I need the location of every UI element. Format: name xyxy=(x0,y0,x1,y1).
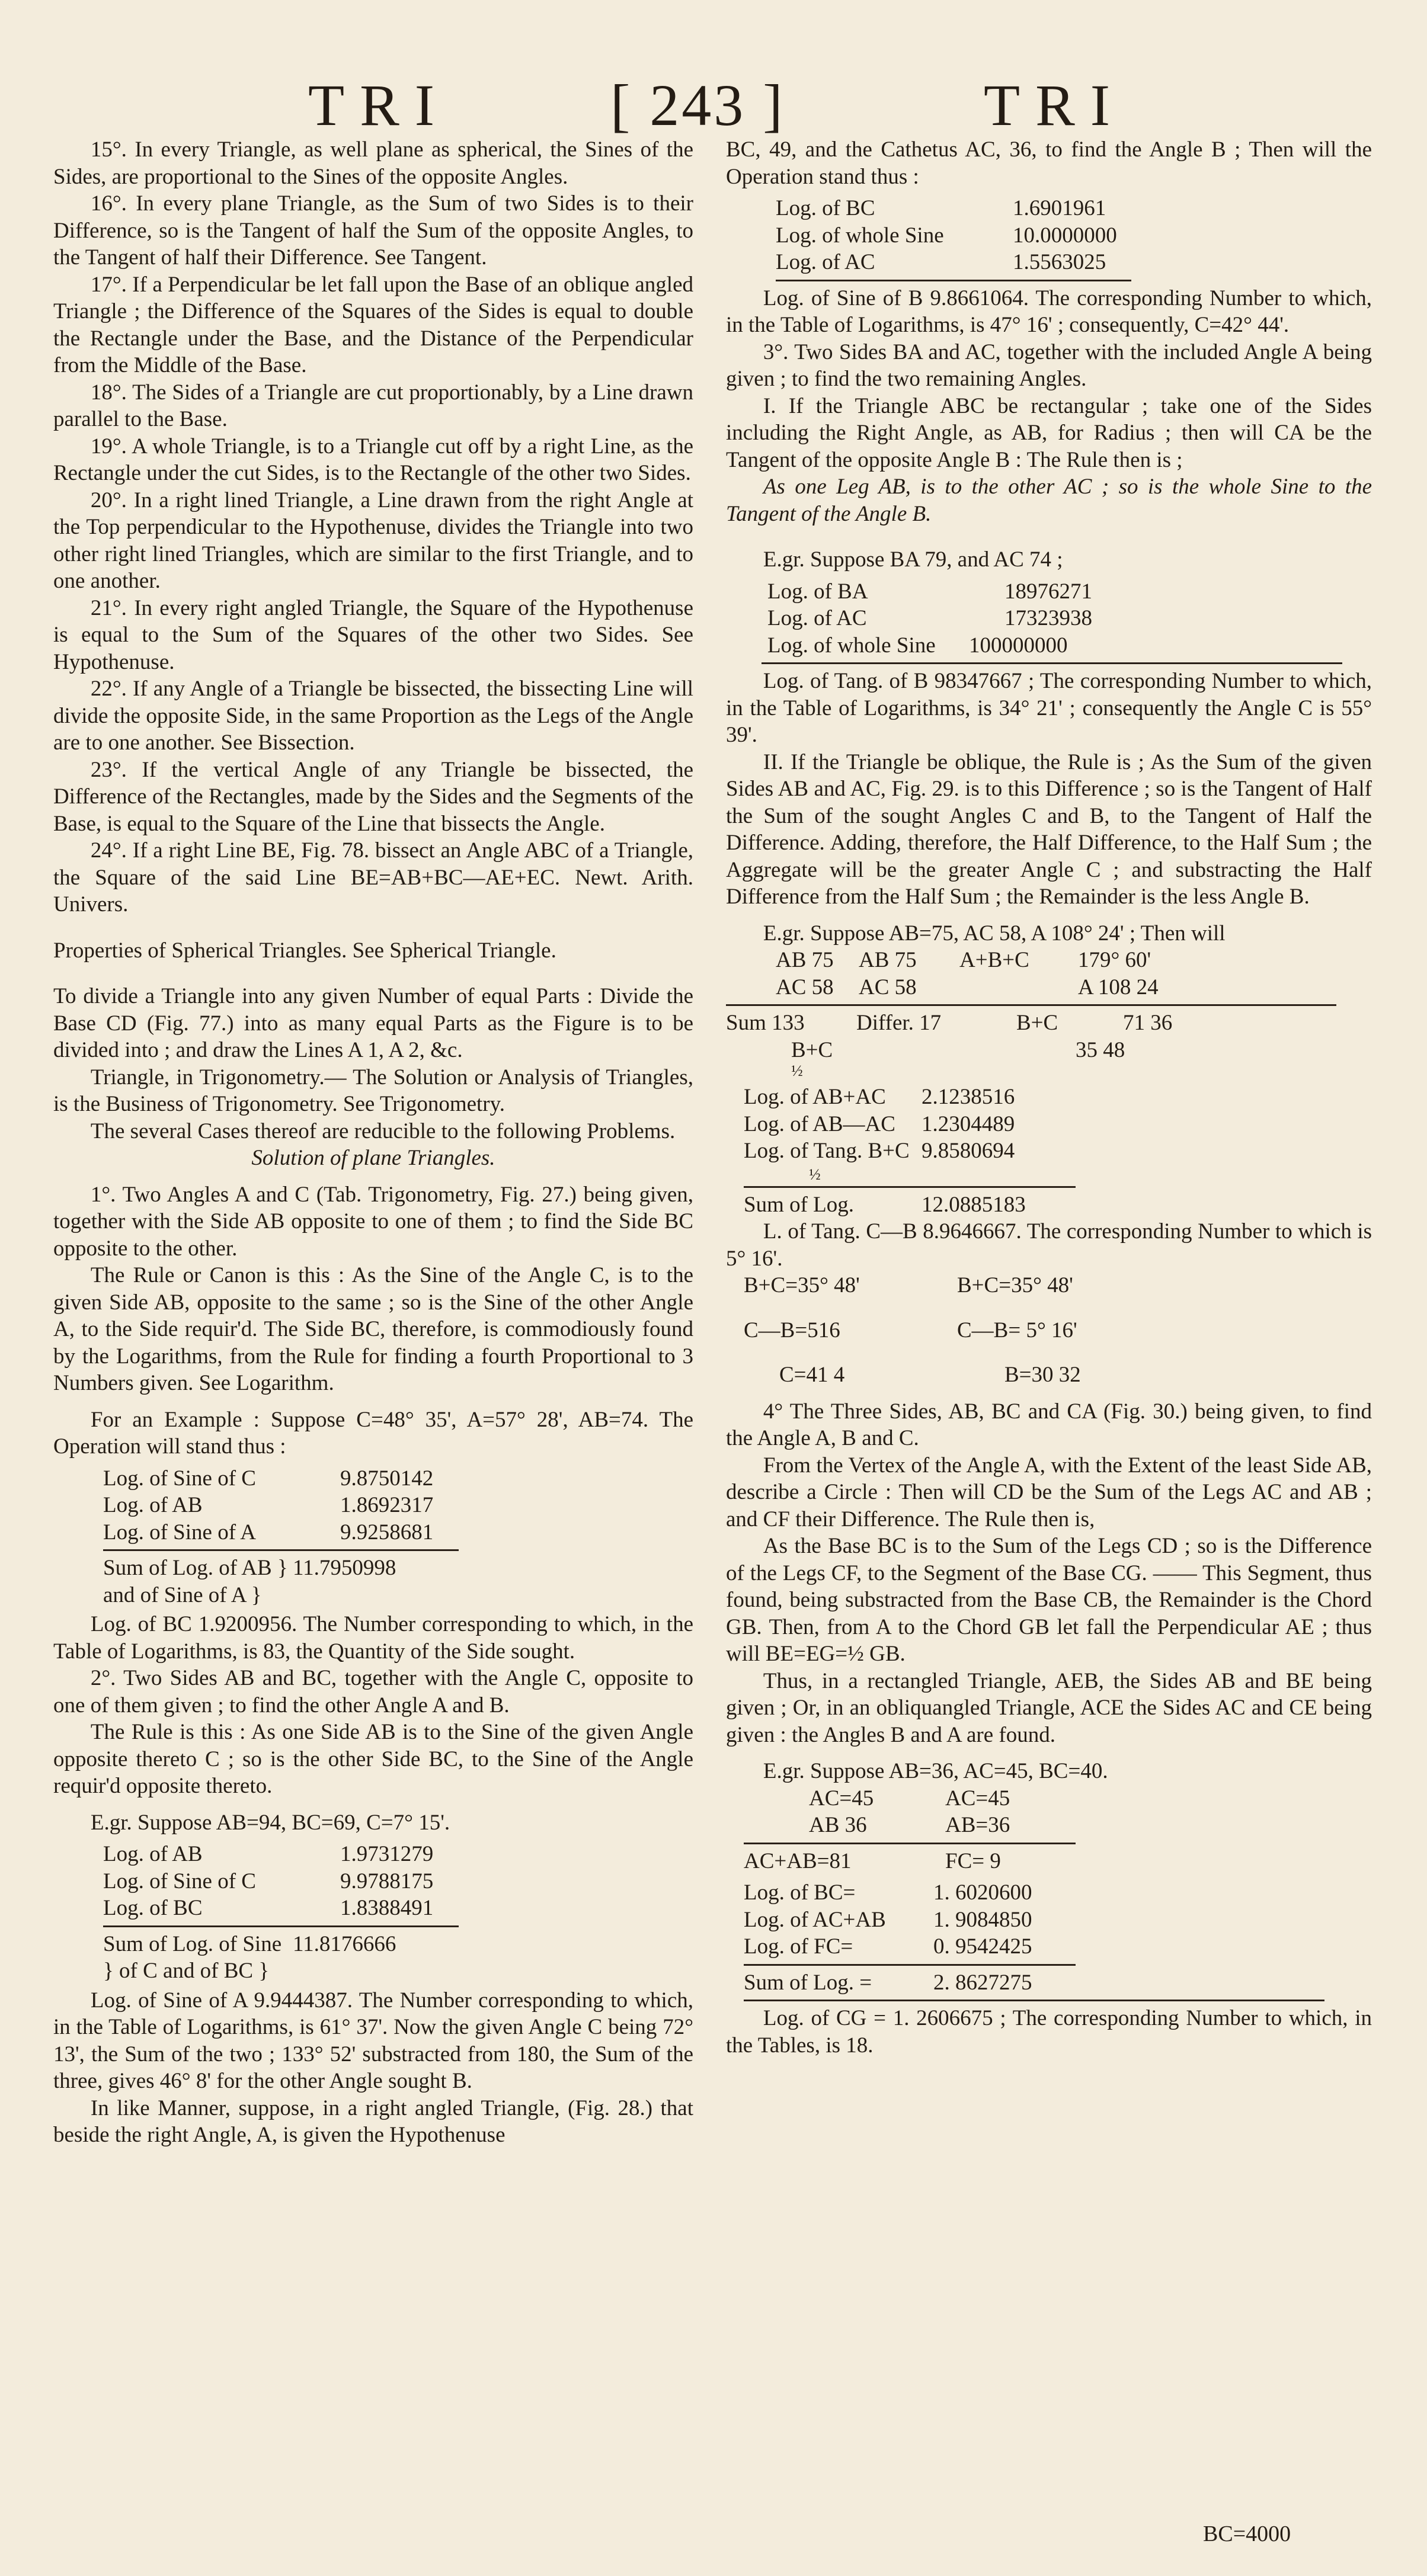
section-heading: Solution of plane Triangles. xyxy=(251,1146,495,1170)
rule xyxy=(726,1004,1336,1006)
result-row: C=41 4 B=30 32 xyxy=(779,1363,1081,1387)
case-3-proportion: As one Leg AB, is to the other AC ; so is the whole Sine to the Tangent of the Angle B. xyxy=(726,475,1372,526)
rule xyxy=(103,1925,459,1927)
prop-20: 20°. In a right lined Triangle, a Line drawn from the right Angle at the Top perpendicular to the Hypothenuse, divides the Triangle into two other right lined Triangles, which are similar to the first Triangle, and to one another. xyxy=(53,488,693,593)
rule xyxy=(744,1964,1076,1966)
sum-row-1: Sum of Log. of AB } and of Sine of A } 11.7950998 xyxy=(103,1556,396,1607)
sum-difference-row: Sum 133 Differ. 17 B+C 71 36 xyxy=(726,1011,1173,1035)
rule xyxy=(776,280,1131,281)
rule xyxy=(762,662,1342,664)
example-1: For an Example : Suppose C=48° 35', A=57° 28', AB=74. The Operation will stand thus : xyxy=(53,1407,693,1459)
case-4: 4° The Three Sides, AB, BC and CA (Fig. 30.) being given, to find the Angle A, B and C. xyxy=(726,1399,1372,1450)
case-3-ii: II. If the Triangle be oblique, the Rule is ; As the Sum of the given Sides AB and AC, Fig. 29. is to this Difference ; so is the Tangent of Half the Sum of the sought Angles C and B, to the Tangent of Half the Difference. Adding, therefore, the Half Difference, to the Half Sum ; the Aggregate will be the greater Angle C ; and substracting the Half Difference from the Half Sum ; the Remainder is the less Angle B. xyxy=(726,749,1372,909)
left-column xyxy=(53,136,693,2149)
log-table-2: Log. of AB 1.9731279 Log. of Sine of C 9.9788175 Log. of BC 1.8388491 xyxy=(103,1842,434,1920)
case-2-rule: The Rule is this : As one Side AB is to the Sine of the given Angle opposite thereto C ; so is the other Side BC, to the Sine of the Angle requir'd opposite thereto. xyxy=(53,1720,693,1798)
continuation: BC, 49, and the Cathetus AC, 36, to find the Angle B ; Then will the Operation stand thus : xyxy=(726,137,1372,189)
log-table-4: Log. of BA 18976271 Log. of AC 17323938 Log. of whole Sine 100000000 xyxy=(767,579,1092,658)
example-3: E.gr. Suppose BA 79, and AC 74 ; xyxy=(763,547,1063,572)
case-4-c: Thus, in a rectangled Triangle, AEB, the Sides AB and BE being given ; Or, in an obliquangled Triangle, ACE the Sides AC and CE being given : the Angles B and A are found. xyxy=(726,1668,1372,1747)
prop-17: 17°. If a Perpendicular be let fall upon the Base of an oblique angled Triangle ; the Difference of the Squares of the Sides is equal to double the Rectangle under the Base, and the Distance of the Perpendicular from the Middle of the Base. xyxy=(53,272,693,377)
log-table-5: Log. of AB+AC 2.1238516 Log. of AB—AC 1.2304489 Log. of Tang. B+C 9.8580694 xyxy=(744,1085,1015,1163)
case-3: 3°. Two Sides BA and AC, together with the included Angle A being given ; to find the two remaining Angles. xyxy=(726,339,1372,391)
working-5: AC=45 AC=45 AB 36 AB=36 xyxy=(809,1786,1010,1837)
rule xyxy=(103,1549,459,1551)
tangent-b-result: Log. of Tang. of B 98347667 ; The corresponding Number to which, in the Table of Logarithms, is 34° 21' ; consequently the Angle C is 55° 39'. xyxy=(726,669,1372,747)
sum-row-2: Sum of Log. of Sine } of C and of BC } 11.8176666 xyxy=(103,1931,396,1983)
running-head-left: TRI xyxy=(308,72,450,138)
prop-24: 24°. If a right Line BE, Fig. 78. bissect an Angle ABC of a Triangle, the Square of the said Line BE=AB+BC—AE+EC. Newt. Arith. Univers. xyxy=(53,838,693,917)
log-table-1: Log. of Sine of C 9.8750142 Log. of AB 1.8692317 Log. of Sine of A 9.9258681 xyxy=(103,1466,434,1545)
tangent-c-b: L. of Tang. C—B 8.9646667. The corresponding Number to which is 5° 16'. xyxy=(726,1219,1372,1271)
prop-18: 18°. The Sides of a Triangle are cut proportionably, by a Line drawn parallel to the Base. xyxy=(53,380,693,431)
catchword: BC=4000 xyxy=(1203,2521,1291,2546)
sum-log-row-2: Sum of Log. = 2. 8627275 xyxy=(744,1970,1032,1995)
prop-23: 23°. If the vertical Angle of any Triangle be bissected, the Difference of the Rectangles, made by the Sides and the Segments of the Base, is equal to the Square of the Line that bissects the Angle. xyxy=(53,757,693,836)
prop-16: 16°. In every plane Triangle, as the Sum of two Sides is to their Difference, so is the Tangent of half the Sum of the opposite Angles, to the Tangent of half their Difference. See Tangent. xyxy=(53,191,693,270)
example-2: E.gr. Suppose AB=94, BC=69, C=7° 15'. xyxy=(90,1810,450,1835)
running-head-right: TRI xyxy=(984,72,1126,138)
log-table-6: Log. of BC= 1. 6020600 Log. of AC+AB 1. 9084850 Log. of FC= 0. 9542425 xyxy=(744,1880,1032,1959)
working-4: AB 75 AB 75 A+B+C 179° 60' AC 58 AC 58 A 108 24 xyxy=(776,948,1159,999)
rule xyxy=(744,1186,1076,1188)
right-column xyxy=(726,136,1372,2059)
sine-b-result: Log. of Sine of B 9.8661064. The corresponding Number to which, in the Table of Logarithms, is 47° 16' ; consequently, C=42° 44'. xyxy=(726,286,1372,337)
equation-row-2: C—B=516 C—B= 5° 16' xyxy=(744,1318,1077,1343)
case-4-b: As the Base BC is to the Sum of the Legs CD ; so is the Difference of the Legs CF, to the Segment of the Base CG. —— This Segment, thus found, being substracted from the Base CB, the Remainder is the Chord GB. Then, from A to the Chord GB let fall the Perpendicular AE ; thus will BE=EG=½ GB. xyxy=(726,1534,1372,1666)
log-cg-result: Log. of CG = 1. 2606675 ; The corresponding Number to which, in the Tables, is 18. xyxy=(726,2006,1372,2058)
prop-22: 22°. If any Angle of a Triangle be bissected, the bissecting Line will divide the opposite Side, in the same Proportion as the Legs of the Angle are to one another. See Bissection. xyxy=(53,677,693,755)
sum-log-row: Sum of Log. 12.0885183 xyxy=(744,1192,1026,1217)
spherical-properties: Properties of Spherical Triangles. See Spherical Triangle. xyxy=(53,938,556,963)
half-bc-row: B+C 35 48 xyxy=(791,1037,1125,1062)
rule xyxy=(744,2000,1324,2001)
prop-19: 19°. A whole Triangle, is to a Triangle cut off by a right Line, as the Rectangle under the cut Sides, is to the Rectangle of the other two Sides. xyxy=(53,434,693,485)
cases-text: The several Cases thereof are reducible to the following Problems. xyxy=(90,1119,676,1143)
prop-21: 21°. In every right angled Triangle, the Square of the Hypothenuse is equal to the Sum of the Squares of the other two Sides. See Hypothenuse. xyxy=(53,595,693,674)
case-4-a: From the Vertex of the Angle A, with the Extent of the least Side AB, describe a Circle : Then will CD be the Sum of the Legs AC and AB ; and CF their Difference. The Rule then is, xyxy=(726,1453,1372,1531)
like-manner: In like Manner, suppose, in a right angled Triangle, (Fig. 28.) that beside the right Angle, A, is given the Hypothenuse xyxy=(53,2096,693,2147)
case-1-rule: The Rule or Canon is this : As the Sine of the Angle C, is to the given Side AB, opposite to the same ; so is the Sine of the other Angle A, to the Side requir'd. The Side BC, therefore, is commodiously found by the Logarithms, from the Rule for finding a fourth Proportional to 3 Numbers given. See Logarithm. xyxy=(53,1263,693,1395)
case-3-i: I. If the Triangle ABC be rectangular ; take one of the Sides including the Right Angle, as AB, for Radius ; then will CA be the Tangent of the opposite Angle B : The Rule then is ; xyxy=(726,393,1372,472)
page-number: [ 243 ] xyxy=(610,72,785,138)
example-4: E.gr. Suppose AB=75, AC 58, A 108° 24' ; Then will xyxy=(763,921,1226,946)
prop-15: 15°. In every Triangle, as well plane as spherical, the Sines of the Sides, are proportional to the Sines of the opposite Angles. xyxy=(53,137,693,189)
equation-row-1: B+C=35° 48' B+C=35° 48' xyxy=(744,1273,1073,1297)
sum-fc-row: AC+AB=81 FC= 9 xyxy=(744,1848,1001,1873)
log-table-3: Log. of BC 1.6901961 Log. of whole Sine 10.0000000 Log. of AC 1.5563025 xyxy=(776,196,1117,274)
half-mark: ½ xyxy=(791,1062,803,1079)
divide-triangle: To divide a Triangle into any given Number of equal Parts : Divide the Base CD (Fig. 77.) into as many equal Parts as the Figure is to be divided into ; and draw the Lines A 1, A 2, &c. xyxy=(53,984,693,1062)
rule xyxy=(744,1843,1076,1844)
example-5: E.gr. Suppose AB=36, AC=45, BC=40. xyxy=(763,1759,1108,1783)
sine-a-result: Log. of Sine of A 9.9444387. The Number corresponding to which, in the Table of Logarithms, is 61° 37'. Now the given Angle C being 72° 13', the Sum of the two ; 133° 52' substracted from 180, the Sum of the three, gives 46° 8' for the other Angle sought B. xyxy=(53,1988,693,2093)
half-mark: ½ xyxy=(809,1165,821,1183)
log-bc-result: Log. of BC 1.9200956. The Number corresponding to which, in the Table of Logarithms, is 83, the Quantity of the Side sought. xyxy=(53,1612,693,1664)
case-2: 2°. Two Sides AB and BC, together with the Angle C, opposite to one of them given ; to find the other Angle A and B. xyxy=(53,1666,693,1718)
triangle-trigonometry: Triangle, in Trigonometry.— The Solution or Analysis of Triangles, is the Business of Trigonometry. See Trigonometry. xyxy=(53,1065,693,1116)
case-1: 1°. Two Angles A and C (Tab. Trigonometry, Fig. 27.) being given, together with the Side AB opposite to one of them ; to find the Side BC opposite to the other. xyxy=(53,1182,693,1261)
